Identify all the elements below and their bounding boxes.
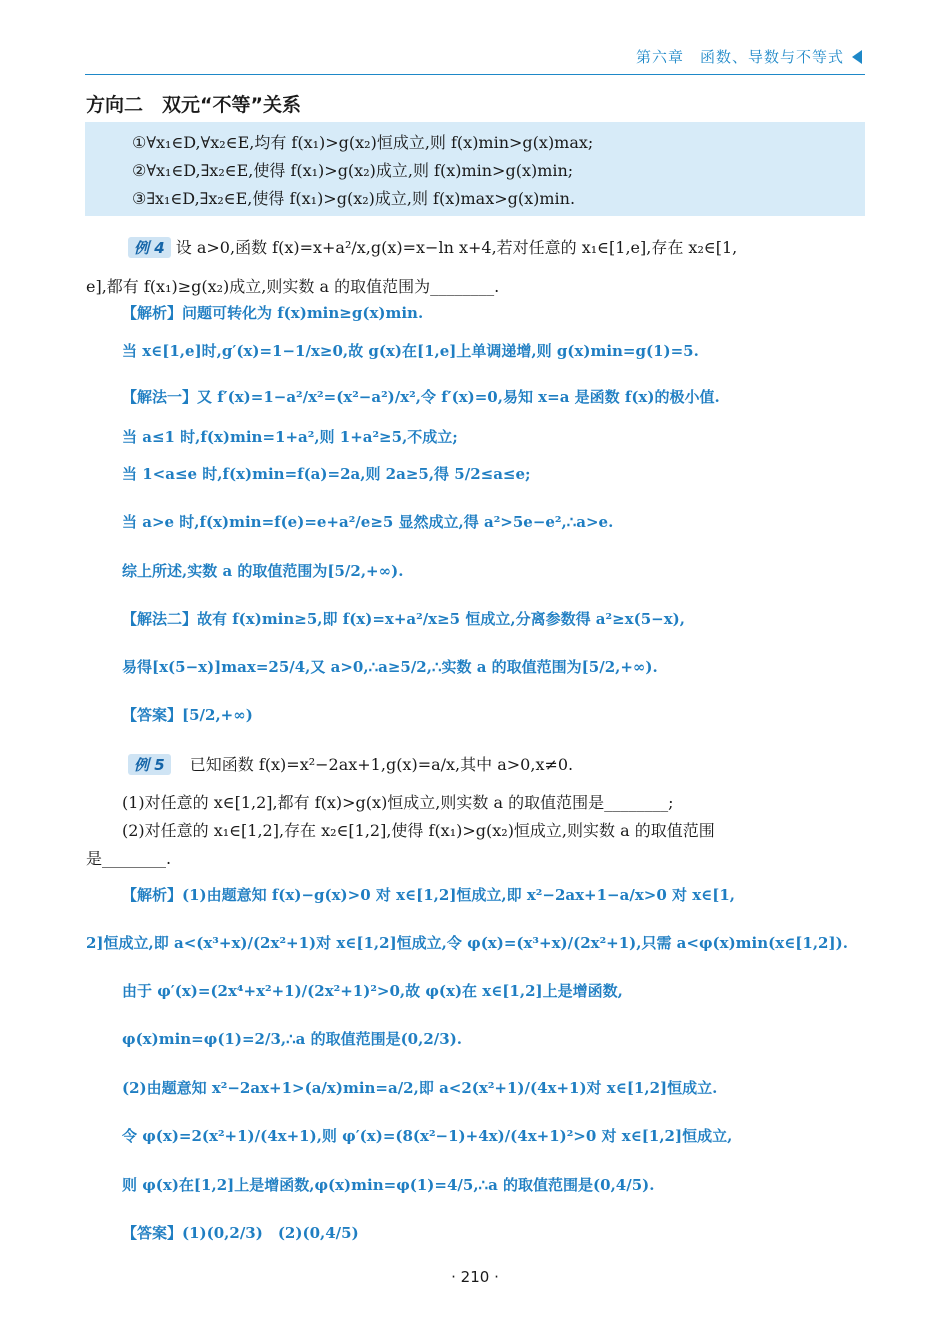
page-number: · 210 · xyxy=(451,1268,499,1286)
ex5-sol-6: 则 φ(x)在[1,2]上是增函数,φ(x)min=φ(1)=4/5,∴a 的取值范围是(0,4/5). xyxy=(122,1176,655,1194)
example4-tag: 例 4 xyxy=(128,237,171,258)
ex4-sol-5: 当 a>e 时,f(x)min=f(e)=e+a²/e≥5 显然成立,得 a²>5e−e²,∴a>e. xyxy=(122,513,614,531)
triangle-left-icon xyxy=(852,50,862,64)
example5-line1: 已知函数 f(x)=x²−2ax+1,g(x)=a/x,其中 a>0,x≠0. xyxy=(189,755,574,774)
ex4-sol-4: 当 1<a≤e 时,f(x)min=f(a)=2a,则 2a≥5,得 5/2≤a≤e; xyxy=(122,465,531,483)
summary-box xyxy=(85,122,865,216)
ex5-sol-5: 令 φ(x)=2(x²+1)/(4x+1),则 φ′(x)=(8(x²−1)+4x)/(4x+1)²>0 对 x∈[1,2]恒成立, xyxy=(122,1127,733,1145)
ex4-sol-2: 【解法一】又 f′(x)=1−a²/x²=(x²−a²)/x²,令 f′(x)=0,易知 x=a 是函数 f(x)的极小值. xyxy=(122,388,720,406)
example5-q1: (1)对任意的 x∈[1,2],都有 f(x)>g(x)恒成立,则实数 a 的取值范围是________; xyxy=(122,793,674,812)
ex5-sol-3: φ(x)min=φ(1)=2/3,∴a 的取值范围是(0,2/3). xyxy=(122,1030,463,1048)
ex5-sol-2: 由于 φ′(x)=(2x⁴+x²+1)/(2x²+1)²>0,故 φ(x)在 x∈[1,2]上是增函数, xyxy=(122,982,623,1000)
ex4-sol-1: 当 x∈[1,e]时,g′(x)=1−1/x≥0,故 g(x)在[1,e]上单调递增,则 g(x)min=g(1)=5. xyxy=(122,342,699,360)
ex5-sol-1: 2]恒成立,即 a<(x³+x)/(2x²+1)对 x∈[1,2]恒成立,令 φ(x)=(x³+x)/(2x²+1),只需 a<φ(x)min(x∈[1,2]). xyxy=(86,934,848,952)
example5-tag: 例 5 xyxy=(128,754,171,775)
chapter-header xyxy=(636,46,862,67)
example4-line1: 设 a>0,函数 f(x)=x+a²/x,g(x)=x−ln x+4,若对任意的 x₁∈[1,e],存在 x₂∈[1, xyxy=(175,238,738,257)
section-title: 方向二 双元“不等”关系 xyxy=(86,94,301,116)
ex4-sol-6: 综上所述,实数 a 的取值范围为[5/2,+∞). xyxy=(122,562,404,580)
summary-line-3: ③∃x₁∈D,∃x₂∈E,使得 f(x₁)>g(x₂)成立,则 f(x)max>g(x)min. xyxy=(132,189,576,208)
ex4-sol-8: 易得[x(5−x)]max=25/4,又 a>0,∴a≥5/2,∴实数 a 的取值范围为[5/2,+∞). xyxy=(122,658,658,676)
ex5-sol-4: (2)由题意知 x²−2ax+1>(a/x)min=a/2,即 a<2(x²+1)/(4x+1)对 x∈[1,2]恒成立. xyxy=(122,1079,718,1097)
chapter-title: 第六章 函数、导数与不等式 xyxy=(635,48,844,66)
example4-line2: e],都有 f(x₁)≥g(x₂)成立,则实数 a 的取值范围为________. xyxy=(86,277,500,296)
header-rule xyxy=(85,74,865,75)
summary-line-2: ②∀x₁∈D,∃x₂∈E,使得 f(x₁)>g(x₂)成立,则 f(x)min>g(x)min; xyxy=(132,161,574,180)
ex4-answer: 【答案】[5/2,+∞) xyxy=(122,706,253,724)
summary-line-1: ①∀x₁∈D,∀x₂∈E,均有 f(x₁)>g(x₂)恒成立,则 f(x)min>g(x)max; xyxy=(132,133,594,152)
example4-statement xyxy=(128,235,737,258)
ex5-sol-0: 【解析】(1)由题意知 f(x)−g(x)>0 对 x∈[1,2]恒成立,即 x²−2ax+1−a/x>0 对 x∈[1, xyxy=(122,886,736,904)
example5-q2b: 是________. xyxy=(86,849,172,868)
ex5-answer: 【答案】(1)(0,2/3) (2)(0,4/5) xyxy=(122,1224,359,1242)
example5-statement xyxy=(128,752,573,775)
example5-q2a: (2)对任意的 x₁∈[1,2],存在 x₂∈[1,2],使得 f(x₁)>g(x₂)恒成立,则实数 a 的取值范围 xyxy=(122,821,715,840)
ex4-sol-3: 当 a≤1 时,f(x)min=1+a²,则 1+a²≥5,不成立; xyxy=(122,428,458,446)
ex4-sol-7: 【解法二】故有 f(x)min≥5,即 f(x)=x+a²/x≥5 恒成立,分离参数得 a²≥x(5−x), xyxy=(122,610,685,628)
ex4-sol-0: 【解析】问题可转化为 f(x)min≥g(x)min. xyxy=(122,304,424,322)
